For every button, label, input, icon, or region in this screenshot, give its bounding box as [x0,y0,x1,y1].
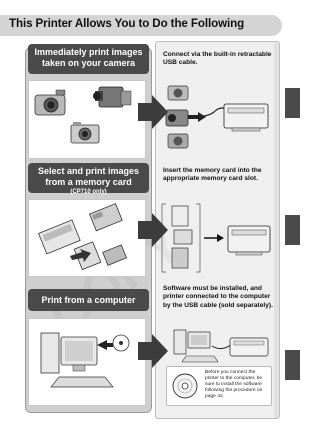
arrow-right-1 [138,95,168,129]
section-computer-header [28,289,149,311]
section-computer-tab [285,350,300,380]
section-computer-title: Print from a computer [41,295,136,305]
section-card-description: Insert the memory card into the appropriate memory card slot. [163,167,262,183]
install-note-box [166,366,272,406]
computer-illustration [28,318,146,406]
section-card-header [28,163,149,193]
section-camera-tab [285,88,300,118]
usb-connection-illustration [158,82,278,158]
title-bar [0,15,282,36]
section-camera-header [28,44,149,74]
cameras-image [29,81,145,158]
install-note-text: Before you connect the printer to the computer, be sure to install the software following the procedure on page 42. [205,370,263,400]
section-computer-description: Software must be installed, and printer connected to the computer by the USB cable (sold separately). [163,285,273,309]
page-title: This Printer Allows You to Do the Following [9,17,245,30]
section-camera-description: Connect via the built-in retractable USB cable. [163,51,272,67]
section-card-tab [285,215,300,245]
section-card-subtitle: (CP710 only) [70,189,107,195]
memory-cards-image [29,200,145,276]
memory-card-illustration [28,199,146,277]
card-slot-illustration [158,200,278,278]
computer-connection-illustration [158,326,278,366]
arrow-right-3 [138,334,168,368]
section-card-title: Select and print images from a memory card [37,166,140,187]
cd-rom-icon [172,373,198,399]
computer-image [29,319,145,405]
section-camera-title: Immediately print images taken on your camera [34,47,143,68]
camera-illustration [28,80,146,159]
arrow-right-2 [138,213,168,247]
